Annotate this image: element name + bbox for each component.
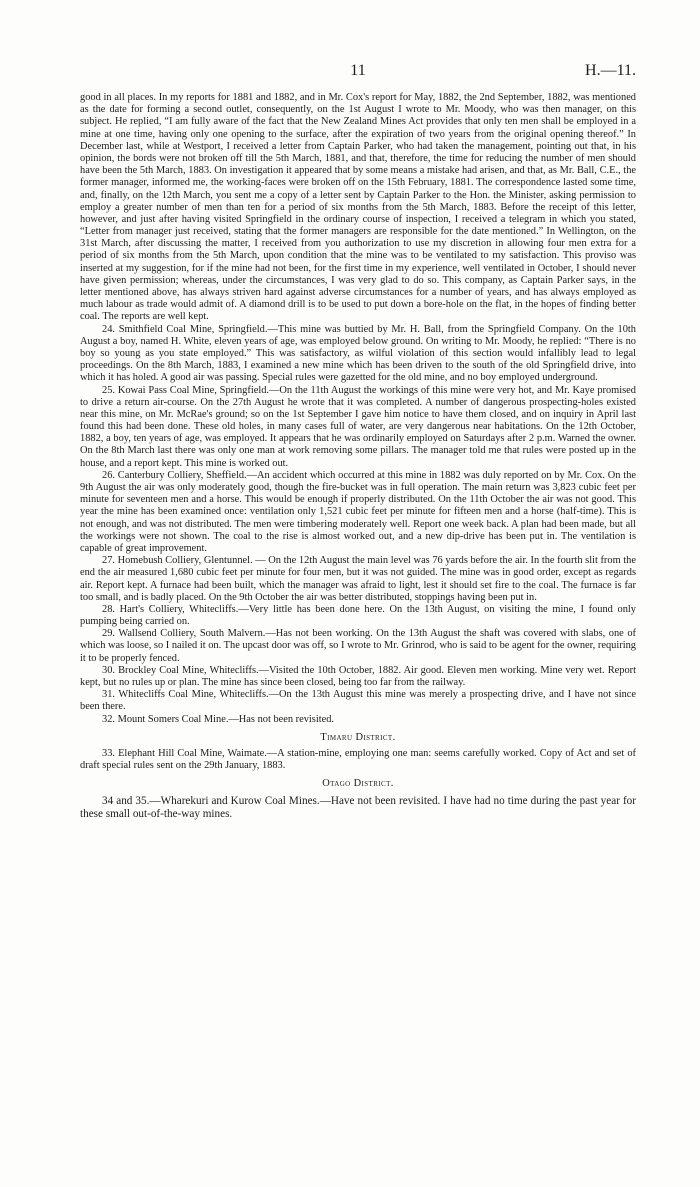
otago-section <box>80 795 636 821</box>
timaru-district-heading: Timaru District. <box>320 731 396 743</box>
otago-district-heading: Otago District. <box>322 778 394 790</box>
paragraph-wharekuri-kurow: 34 and 35.—Wharekuri and Kurow Coal Mines.—Have not been revisited. I have had no time during the past year for these small out-of-the-way mines. <box>80 794 636 820</box>
paragraph-whitecliffs-mine: 31. Whitecliffs Coal Mine, Whitecliffs.—On the 13th August this mine was merely a prospecting drive, and I have not since been there. <box>80 689 636 713</box>
paragraph-canterbury-colliery: 26. Canterbury Colliery, Sheffield.—An accident which occurred at this mine in 1882 was duly reported on by Mr. Cox. On the 9th August the air was only moderately good, though the fire-bucket was in full operation. The main return was 3,823 cubic feet per minute for seventeen men and a horse. This would be enough if properly distributed. On the 11th October the air was not good. This year the mine has been examined once: ventilation only 1,521 cubic feet per minute for fifteen men and a horse (half-time). This is not enough, and was not distributed. The men were timbering moderately well. Report one week back. A plan had been made, but all the workings were not shown. The coal to the rise is almost worked out, and a new dip-drive has been put in. The ventilation is capable of great improvement. <box>80 469 636 554</box>
paragraph-mount-somers: 32. Mount Somers Coal Mine.—Has not been revisited. <box>102 713 335 725</box>
paragraph-kowai-pass: 25. Kowai Pass Coal Mine, Springfield.—On the 11th August the workings of this mine were very hot, and Mr. Kaye promised to drive a return air-course. On the 27th August he wrote that it was completed. A number of dangerous prospecting-holes existed near this mine, on Mr. McRae's ground; so on the 1st September I gave him notice to have them closed, and on inquiry in April last found this had been done. These old holes, in many cases full of water, are very dangerous near habitations. On the 12th October, 1882, a boy, ten years of age, was employed. It appears that he was ordinarily employed on Saturdays after 2 p.m. Warned the owner. On the 8th March last there was only one man at work removing some pillars. The manager told me that rules were posted up in the house, and a report kept. This mine is worked out. <box>80 384 636 469</box>
page-number: 11 <box>350 62 366 79</box>
paragraph-smithfield: 24. Smithfield Coal Mine, Springfield.—This mine was buttied by Mr. H. Ball, from the Springfield Company. On the 10th August a boy, named H. White, eleven years of age, was employed below ground. On writing to Mr. Moody, he replied: “There is no boy so young as you state employed.” This was satisfactory, as wilful violation of this section would infallibly lead to legal proceedings. On the 8th March, 1883, I examined a new mine which has been driven to the south of the old Springfield drive, into which it has holed. A good air was passing. Special rules were gazetted for the old mine, and no boy employed underground. <box>80 323 636 384</box>
paragraph-homebush-colliery: 27. Homebush Colliery, Glentunnel. — On the 12th August the main level was 76 yards before the air. In the fourth slit from the end the air measured 1,680 cubic feet per minute for four men, but it was not guided. The mine was in good order, except as regards air. Report kept. A furnace had been built, which the manager was afraid to light, lest it should set fire to the coal. The furnace is far too small, and is badly placed. On the 9th October the air was better distributed, stoppings having been put in. <box>80 555 636 603</box>
paragraph-harts-colliery: 28. Hart's Colliery, Whitecliffs.—Very little has been done here. On the 13th August, on visiting the mine, I found only pumping being carried on. <box>80 603 636 628</box>
paragraph-springfield-continued: good in all places. In my reports for 1881 and 1882, and in Mr. Cox's report for May, 1882, the 2nd September, 1882, was mentioned as the date for forming a second outlet, consequently, on the 1st August I wrote to Mr. Moody, who was then manager, on this subject. He replied, “I am fully aware of the fact that the New Zealand Mines Act provides that only ten men shall be employed in a mine at one time, having only one opening to the surface, after the expiration of two years from the original opening thereof.” In December last, while at Westport, I received a letter from Captain Parker, who had taken the management, pointing out that, in his opinion, the bords were not broken off till the 5th March, 1881, and that, therefore, the time for reducing the number of men should have been the 5th March, 1883. On investigation it appeared that by some means a mistake had arisen, and that, as Mr. Ball, C.E., the former manager, informed me, the working-faces were broken off on the 15th February, 1881. The correspondence lasted some time, and, finally, on the 12th March, you sent me a copy of a letter sent by Captain Parker to the Hon. the Minister, asking permission to employ a greater number of men than ten for a period of six months from the 5th March, 1883. Before the receipt of this letter, however, and just after having visited Springfield in the ordinary course of inspection, I received a telegram in which you stated, “Letter from manager just received, stating that the former managers are responsible for the date mentioned.” In Wellington, on the 31st March, after discussing the matter, I received from you authorization to use my discretion in allowing four men extra for a period of six months from the 5th March, upon condition that the mine was to be ventilated to my satisfaction. This proviso was inserted at my suggestion, for if the mine had not been, for the first time in my experience, well ventilated in October, I should never have given permission; whereas, under the circumstances, I was very glad to do so. This company, as Captain Parker says, in the letter mentioned above, has always striven hard against adverse circumstances for a number of years, and has always employed as much labour as trade would admit of. A diamond drill is to be used to put down a bore-hole on the flat, in the hopes of finding better coal. The reports are well kept. <box>80 92 636 323</box>
page-reference: H.—11. <box>585 62 636 79</box>
page-header <box>80 62 636 82</box>
paragraph-wallsend-colliery: 29. Wallsend Colliery, South Malvern.—Has not been working. On the 13th August the shaft was covered with slabs, one of which was loose, so I nailed it on. The upcast door was off, so I wrote to Mr. Grinrod, who is said to be agent for the owner, requiring it to be properly fenced. <box>80 628 636 664</box>
paragraph-brockley-mine: 30. Brockley Coal Mine, Whitecliffs.—Visited the 10th October, 1882. Air good. Eleven men working. Mine very wet. Report kept, but no rules up or plan. The mine has since been closed, being too far from the railway. <box>80 664 636 688</box>
paragraph-elephant-hill: 33. Elephant Hill Coal Mine, Waimate.—A station-mine, employing one man: seems carefully worked. Copy of Act and set of draft special rules sent on the 29th January, 1883. <box>80 747 636 772</box>
report-body <box>80 92 636 821</box>
